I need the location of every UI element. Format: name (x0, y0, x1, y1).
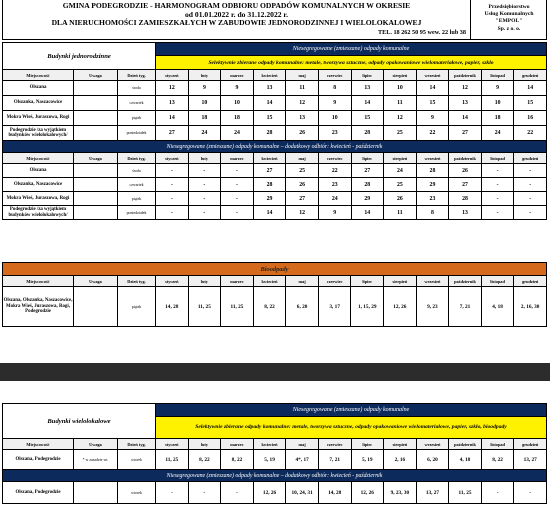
date-cell: - (221, 206, 254, 220)
note-cell (74, 111, 118, 126)
date-cell: 25 (384, 126, 417, 141)
date-cell: 23 (318, 126, 351, 141)
date-cell: - (156, 482, 189, 504)
date-cell: 13, 27 (416, 482, 449, 504)
header-line-2: od 01.01.2022 r. do 31.12.2022 r. (184, 9, 289, 19)
date-cell: - (221, 178, 254, 192)
date-cell: 26 (286, 178, 319, 192)
date-cell: 14 (351, 206, 384, 220)
page-separator (0, 363, 550, 381)
date-cell: 27 (351, 164, 384, 178)
col-month-header: styczeń (156, 70, 189, 81)
date-cell: 15 (351, 111, 384, 126)
col-month-header: wrzesień (416, 153, 449, 164)
date-cell: 10 (188, 96, 221, 111)
date-cell: 24 (188, 126, 221, 141)
date-cell: 4, 18 (449, 450, 482, 470)
date-cell: 10 (384, 81, 417, 96)
col-month-header: luty (188, 276, 221, 287)
note-cell (74, 482, 118, 504)
col-month-header: listopad (481, 70, 514, 81)
column-header-row (3, 153, 547, 164)
date-cell: - (481, 178, 514, 192)
col-month-header: wrzesień (416, 70, 449, 81)
date-cell: 11, 25 (221, 287, 254, 327)
date-cell: 10 (481, 96, 514, 111)
col-weekday-header: Dzień tyg. (118, 439, 156, 450)
date-cell: 27 (449, 126, 482, 141)
date-cell: 11, 25 (156, 450, 189, 470)
weekday-cell: poniedziałek (118, 206, 156, 220)
date-cell: 23 (318, 178, 351, 192)
date-cell: 15 (253, 111, 286, 126)
table-row (3, 111, 547, 126)
col-month-header: październik (449, 153, 482, 164)
col-weekday-header: Dzień tyg. (118, 70, 156, 81)
date-cell: 13, 27 (514, 450, 547, 470)
col-weekday-header: Dzień tyg. (118, 153, 156, 164)
col-month-header: grudzień (514, 70, 547, 81)
header-line-1: GMINA PODEGRODZIE - HARMONOGRAM ODBIORU ODPADÓW KOMUNALNYCH W OKRESIE (62, 1, 411, 10)
column-header-row (3, 439, 547, 450)
col-month-header: maj (286, 439, 319, 450)
col-month-header: kwiecień (253, 276, 286, 287)
col-month-header: kwiecień (253, 70, 286, 81)
weekday-cell: poniedziałek (118, 126, 156, 141)
date-cell: 6, 20 (416, 450, 449, 470)
date-cell: 24 (221, 126, 254, 141)
date-cell: 28 (449, 192, 482, 206)
date-cell: 14 (253, 206, 286, 220)
date-cell: - (514, 482, 547, 504)
header-line-3: DLA NIERUCHOMOŚCI ZAMIESZKAŁYCH W ZABUDOWIE JEDNORODZINNEJ I WIELOLOKALOWEJ (51, 18, 422, 28)
date-cell: 24 (384, 164, 417, 178)
date-cell: 9 (221, 81, 254, 96)
table-row (3, 178, 547, 192)
col-month-header: maj (286, 276, 319, 287)
date-cell: 8, 22 (253, 287, 286, 327)
col-note-header: Uwaga (74, 70, 118, 81)
note-cell (74, 164, 118, 178)
date-cell: 11, 25 (449, 482, 482, 504)
date-cell: 26 (384, 192, 417, 206)
date-cell: 23 (416, 192, 449, 206)
bio-header: Bioodpady (3, 263, 547, 276)
col-month-header: wrzesień (416, 276, 449, 287)
locality-cell: Olszanka, Naszacowice (3, 96, 74, 111)
note-cell (74, 81, 118, 96)
table-row (3, 192, 547, 206)
single-family-title: Budynki jednorodzinne (3, 43, 156, 70)
note-cell (74, 192, 118, 206)
date-cell: 14 (514, 81, 547, 96)
col-month-header: czerwiec (318, 70, 351, 81)
date-cell: 22 (514, 126, 547, 141)
note-cell (74, 287, 118, 327)
date-cell: - (481, 206, 514, 220)
col-month-header: wrzesień (416, 439, 449, 450)
date-cell: 11, 25 (188, 287, 221, 327)
col-month-header: lipiec (351, 276, 384, 287)
date-cell: 2, 16, 30 (514, 287, 547, 327)
date-cell: - (188, 482, 221, 504)
date-cell: 4, 18 (481, 287, 514, 327)
date-cell: 28 (253, 178, 286, 192)
date-cell: 15 (514, 96, 547, 111)
weekday-cell: piątek (118, 287, 156, 327)
col-month-header: grudzień (514, 153, 547, 164)
date-cell: 12 (449, 81, 482, 96)
locality-cell: Olszana, Podegrodzie (3, 482, 74, 504)
col-month-header: czerwiec (318, 439, 351, 450)
locality-cell: Mokra Wieś, Juraszowa, Rogi (3, 192, 74, 206)
weekday-cell: środa (118, 164, 156, 178)
date-cell: 28 (351, 178, 384, 192)
date-cell: 27 (156, 126, 189, 141)
date-cell: - (514, 164, 547, 178)
company-line-3: "EMPOL" (495, 18, 523, 25)
date-cell: 14 (416, 81, 449, 96)
col-month-header: sierpień (384, 276, 417, 287)
date-cell: 24 (318, 192, 351, 206)
table-row (3, 81, 547, 96)
date-cell: 13 (156, 96, 189, 111)
multi-family-schedule-table (2, 403, 547, 504)
col-month-header: październik (449, 70, 482, 81)
note-cell (74, 96, 118, 111)
date-cell: 11 (286, 81, 319, 96)
col-month-header: maj (286, 153, 319, 164)
date-cell: - (156, 164, 189, 178)
col-month-header: kwiecień (253, 153, 286, 164)
date-cell: 28 (416, 164, 449, 178)
col-month-header: maj (286, 70, 319, 81)
column-header-row (3, 70, 547, 81)
col-month-header: kwiecień (253, 439, 286, 450)
date-cell: 3, 17 (318, 287, 351, 327)
locality-cell: Olszanka, Naszacowice (3, 178, 74, 192)
column-header-row (3, 276, 547, 287)
col-locality-header: Miejscowość (3, 276, 74, 287)
date-cell: 12 (286, 96, 319, 111)
date-cell: 22 (416, 126, 449, 141)
col-month-header: lipiec (351, 153, 384, 164)
locality-cell: Podegrodzie /za wyjątkiem budynków wielolokalowych/ (3, 126, 74, 141)
date-cell: 25 (286, 164, 319, 178)
date-cell: - (221, 482, 254, 504)
col-locality-header: Miejscowość (3, 70, 74, 81)
date-cell: - (481, 192, 514, 206)
col-month-header: luty (188, 153, 221, 164)
note-cell (74, 178, 118, 192)
bio-waste-table (2, 262, 547, 327)
date-cell: 27 (286, 192, 319, 206)
date-cell: 12 (384, 111, 417, 126)
date-cell: 14 (351, 96, 384, 111)
note-cell: * w zasadzie wt. (74, 450, 118, 470)
col-month-header: lipiec (351, 70, 384, 81)
date-cell: 8, 22 (221, 450, 254, 470)
single-family-mixed-header: Niesegregowane (zmieszane) odpady komunalne (156, 43, 547, 56)
date-cell: 14 (449, 111, 482, 126)
date-cell: 6, 20 (286, 287, 319, 327)
col-note-header: Uwaga (74, 276, 118, 287)
date-cell: - (188, 192, 221, 206)
date-cell: 14, 28 (156, 287, 189, 327)
date-cell: - (481, 164, 514, 178)
locality-cell: Podegrodzie /za wyjątkiem budynków wielolokalowych/ (3, 206, 74, 220)
date-cell: 2, 16 (384, 450, 417, 470)
date-cell: 25 (384, 178, 417, 192)
date-cell: 13 (253, 81, 286, 96)
weekday-cell: piątek (118, 111, 156, 126)
date-cell: 27 (449, 178, 482, 192)
schedule-page-2 (0, 381, 550, 510)
multi-family-mixed-header: Niesegregowane (zmieszane) odpady komunalne (156, 404, 547, 417)
date-cell: 10 (318, 111, 351, 126)
company-line-4: Sp. z o. o. (497, 25, 521, 32)
document-header (2, 0, 547, 40)
col-weekday-header: Dzień tyg. (118, 276, 156, 287)
date-cell: - (221, 164, 254, 178)
col-month-header: luty (188, 439, 221, 450)
col-month-header: listopad (481, 153, 514, 164)
single-family-selective-header: Selektywnie zbierane odpady komunalne: metale, tworzywa sztuczne, odpady opakowaniowe wielomateriałowe, papier, szkło (156, 56, 547, 70)
col-month-header: październik (449, 276, 482, 287)
col-month-header: luty (188, 70, 221, 81)
col-month-header: marzec (221, 276, 254, 287)
date-cell: - (188, 178, 221, 192)
date-cell: 29 (416, 178, 449, 192)
col-month-header: grudzień (514, 276, 547, 287)
weekday-cell: środa (118, 81, 156, 96)
note-cell (74, 126, 118, 141)
date-cell: - (156, 206, 189, 220)
date-cell: - (156, 178, 189, 192)
table-row (3, 450, 547, 470)
date-cell: 18 (481, 111, 514, 126)
date-cell: - (514, 206, 547, 220)
date-cell: 7, 21 (318, 450, 351, 470)
col-month-header: sierpień (384, 439, 417, 450)
company-name-block (471, 0, 547, 39)
date-cell: 9 (318, 206, 351, 220)
col-note-header: Uwaga (74, 153, 118, 164)
col-month-header: marzec (221, 153, 254, 164)
date-cell: 5, 19 (253, 450, 286, 470)
col-month-header: czerwiec (318, 153, 351, 164)
date-cell: - (514, 192, 547, 206)
single-family-extra-header: Niesegregowane (zmieszane) odpady komunalne – dodatkowy odbiór: kwiecień - październik (3, 141, 547, 153)
date-cell: 26 (286, 126, 319, 141)
col-month-header: październik (449, 439, 482, 450)
multi-family-title: Budynki wielolokalowe (3, 404, 156, 439)
date-cell: 26 (449, 164, 482, 178)
date-cell: 27 (253, 164, 286, 178)
date-cell: 10, 24, 31 (286, 482, 319, 504)
locality-cell: Mokra Wieś, Juraszowa, Rogi (3, 111, 74, 126)
date-cell: - (514, 178, 547, 192)
col-month-header: czerwiec (318, 276, 351, 287)
date-cell: 12 (156, 81, 189, 96)
company-line-1: Przedsiębiorstwo (488, 4, 530, 10)
date-cell: 12, 26 (253, 482, 286, 504)
date-cell: 13 (449, 96, 482, 111)
date-cell: - (221, 192, 254, 206)
col-locality-header: Miejscowość (3, 439, 74, 450)
locality-cell: Olszana (3, 81, 74, 96)
single-family-schedule-table (2, 42, 547, 220)
date-cell: - (188, 206, 221, 220)
date-cell: 8 (416, 206, 449, 220)
date-cell: 9 (318, 96, 351, 111)
weekday-cell: wtorek (118, 482, 156, 504)
date-cell: 12, 26 (384, 287, 417, 327)
col-month-header: styczeń (156, 153, 189, 164)
date-cell: 9, 23, 30 (384, 482, 417, 504)
date-cell: 14 (156, 111, 189, 126)
table-row (3, 164, 547, 178)
locality-cell: Olszana (3, 164, 74, 178)
date-cell: 8, 22 (188, 450, 221, 470)
col-month-header: sierpień (384, 153, 417, 164)
weekday-cell: czwartek (118, 96, 156, 111)
table-row (3, 96, 547, 111)
date-cell: 13 (449, 206, 482, 220)
header-title-block (3, 0, 471, 39)
date-cell: 5, 19 (351, 450, 384, 470)
col-month-header: sierpień (384, 70, 417, 81)
date-cell: 22 (318, 164, 351, 178)
multi-family-extra-header: Niesegregowane (zmieszane) odpady komunalne – dodatkowy odbiór: kwiecień - październik (3, 470, 547, 482)
date-cell: 28 (253, 126, 286, 141)
header-phone: TEL. 18 262 50 95 wew. 22 lub 38 (377, 29, 466, 37)
col-month-header: styczeń (156, 276, 189, 287)
date-cell: 13 (286, 111, 319, 126)
weekday-cell: czwartek (118, 178, 156, 192)
note-cell (74, 206, 118, 220)
col-month-header: listopad (481, 439, 514, 450)
col-locality-header: Miejscowość (3, 153, 74, 164)
date-cell: 15 (416, 96, 449, 111)
table-row (3, 287, 547, 327)
weekday-cell: piątek (118, 192, 156, 206)
date-cell: 24 (481, 126, 514, 141)
locality-cell: Olszana, Olszanka, Naszacowice, Mokra Wieś, Juraszowa, Rogi, Podegrodzie (3, 287, 74, 327)
table-row (3, 206, 547, 220)
col-month-header: listopad (481, 276, 514, 287)
date-cell: 14, 28 (318, 482, 351, 504)
date-cell: 28 (351, 126, 384, 141)
date-cell: 13 (351, 81, 384, 96)
date-cell: - (156, 192, 189, 206)
col-month-header: grudzień (514, 439, 547, 450)
col-month-header: marzec (221, 70, 254, 81)
date-cell: 9 (481, 81, 514, 96)
col-note-header: Uwaga (74, 439, 118, 450)
date-cell: 11 (384, 96, 417, 111)
date-cell: 14 (253, 96, 286, 111)
date-cell: 7, 21 (449, 287, 482, 327)
col-month-header: marzec (221, 439, 254, 450)
locality-cell: Olszana, Podegrodzie (3, 450, 74, 470)
date-cell: 1, 15, 29 (351, 287, 384, 327)
date-cell: 4*, 17 (286, 450, 319, 470)
col-month-header: lipiec (351, 439, 384, 450)
date-cell: 12, 26 (351, 482, 384, 504)
date-cell: - (188, 164, 221, 178)
weekday-cell: wtorek (118, 450, 156, 470)
date-cell: 9, 23 (416, 287, 449, 327)
table-row (3, 482, 547, 504)
date-cell: 8, 22 (481, 450, 514, 470)
date-cell: 9 (416, 111, 449, 126)
date-cell: 12 (286, 206, 319, 220)
date-cell: 10 (221, 96, 254, 111)
col-month-header: styczeń (156, 439, 189, 450)
multi-family-selective-header: Selektywnie zbierane odpady komunalne: metale, tworzywa sztuczne, odpady opakowaniowe wielomateriałowe, papier, szkło, bioodpady (156, 417, 547, 439)
date-cell: 18 (188, 111, 221, 126)
date-cell: 8 (318, 81, 351, 96)
date-cell: 29 (351, 192, 384, 206)
date-cell: 16 (514, 111, 547, 126)
date-cell: 29 (253, 192, 286, 206)
date-cell: - (481, 482, 514, 504)
date-cell: 11 (384, 206, 417, 220)
company-line-2: Usług Komunalnych (484, 11, 534, 18)
date-cell: 18 (221, 111, 254, 126)
date-cell: 9 (188, 81, 221, 96)
table-row (3, 126, 547, 141)
